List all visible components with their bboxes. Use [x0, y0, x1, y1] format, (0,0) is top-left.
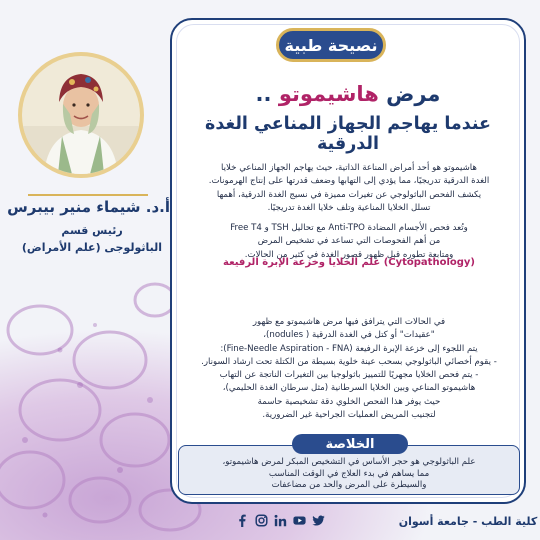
headline-prefix: مرض: [378, 82, 441, 106]
instagram-icon[interactable]: [255, 514, 268, 527]
intro-line: تسلل الخلايا المناعية وتلف خلايا الغدة تدريجيًا.: [267, 202, 431, 213]
cytology-line: في الحالات التي يترافق فيها مرض هاشيموتو مع ظهور: [252, 317, 446, 327]
medical-advice-badge: نصيحة طبية: [276, 28, 386, 62]
social-icons: [236, 514, 325, 527]
headline-disease: [176, 82, 520, 106]
conclusion-text: [180, 457, 518, 492]
doctor-name: أ.د. شيماء منير بيبرس: [7, 198, 170, 216]
antibodies-line: ومتابعة تطوره قبل ظهور قصور الغدة في كثير من الحالات.: [244, 249, 454, 260]
gold-divider: [28, 194, 148, 196]
intro-line: يكشف الفحص الباثولوجي عن تغيرات مميزة في نسيج الغدة الدرقية، أهمها: [216, 189, 482, 200]
antibodies-paragraph: [180, 222, 518, 262]
cytology-paragraph: [180, 316, 518, 422]
intro-line: الغدة الدرقية تدريجيًا، مما يؤدي إلى التهابها وضعف قدرتها على إنتاج الهرمونات.: [208, 176, 490, 187]
cytopathology-heading: علم الخلايا وخزعة الإبرة الرفيعة (Cytopathology): [223, 257, 475, 268]
headline-suffix: ..: [255, 82, 279, 106]
cytology-line: لتجنيب المريض العمليات الجراحية غير الضرورية.: [262, 410, 436, 421]
conclusion-line: والسيطرة على المرض والحد من مضاعفات: [271, 480, 427, 490]
cytology-line: حيث يوفر هذا الفحص الخلوي دقة تشخيصية حاسمة: [257, 396, 441, 407]
headline-highlight: هاشيموتو: [278, 82, 379, 106]
doctor-title: [14, 222, 170, 256]
youtube-icon[interactable]: [293, 514, 306, 527]
conclusion-line: مما يساهم في بدء العلاج في الوقت المناسب: [268, 468, 430, 479]
cytology-line: "عقيدات" أو كتل في الغدة الدرقية ( nodules)،: [263, 330, 435, 341]
faculty-name: كلية الطب - جامعة أسوان: [398, 515, 538, 528]
cytology-line: - يقوم أخصائي الباثولوجي بسحب عينة خلوية بسيطة من الكتلة تحت ارشاد السونار.: [201, 356, 497, 367]
conclusion-line: علم الباثولوجي هو حجر الأساس في التشخيص المبكر لمرض هاشيموتو،: [222, 457, 476, 467]
antibodies-line: من أهم الفحوصات التي تساعد في تشخيص المرض: [257, 236, 441, 247]
cytology-line: - يتم فحص الخلايا مجهريًا للتمييز باثولوجيا بين التغيرات الناتجة عن التهاب: [219, 370, 479, 381]
twitter-icon[interactable]: [312, 514, 325, 527]
doctor-title-line: رئيس قسم: [61, 224, 123, 237]
conclusion-label: الخلاصة: [292, 434, 408, 454]
intro-paragraph: [180, 162, 518, 215]
antibodies-line: وتُعد فحص الأجسام المضادة Anti-TPO مع تحاليل TSH و Free T4: [230, 223, 468, 233]
doctor-portrait: [18, 52, 144, 178]
cytology-line: يتم اللجوء إلى خزعة الإبرة الرفيعة (Fine-Needle Aspiration - FNA):: [220, 343, 478, 354]
intro-line: هاشيموتو هو أحد أمراض المناعة الذاتية، حيث يهاجم الجهاز المناعي خلايا: [221, 163, 477, 173]
linkedin-icon[interactable]: [274, 514, 287, 527]
facebook-icon[interactable]: [236, 514, 249, 527]
doctor-title-line: الباثولوجى (علم الأمراض): [21, 241, 163, 254]
headline-subtitle: عندما يهاجم الجهاز المناعي الغدة الدرقية: [205, 114, 491, 154]
cytology-line: هاشيموتو المناعي وبين الخلايا السرطانية (مثل سرطان الغدة الحليمي)،: [222, 383, 476, 394]
